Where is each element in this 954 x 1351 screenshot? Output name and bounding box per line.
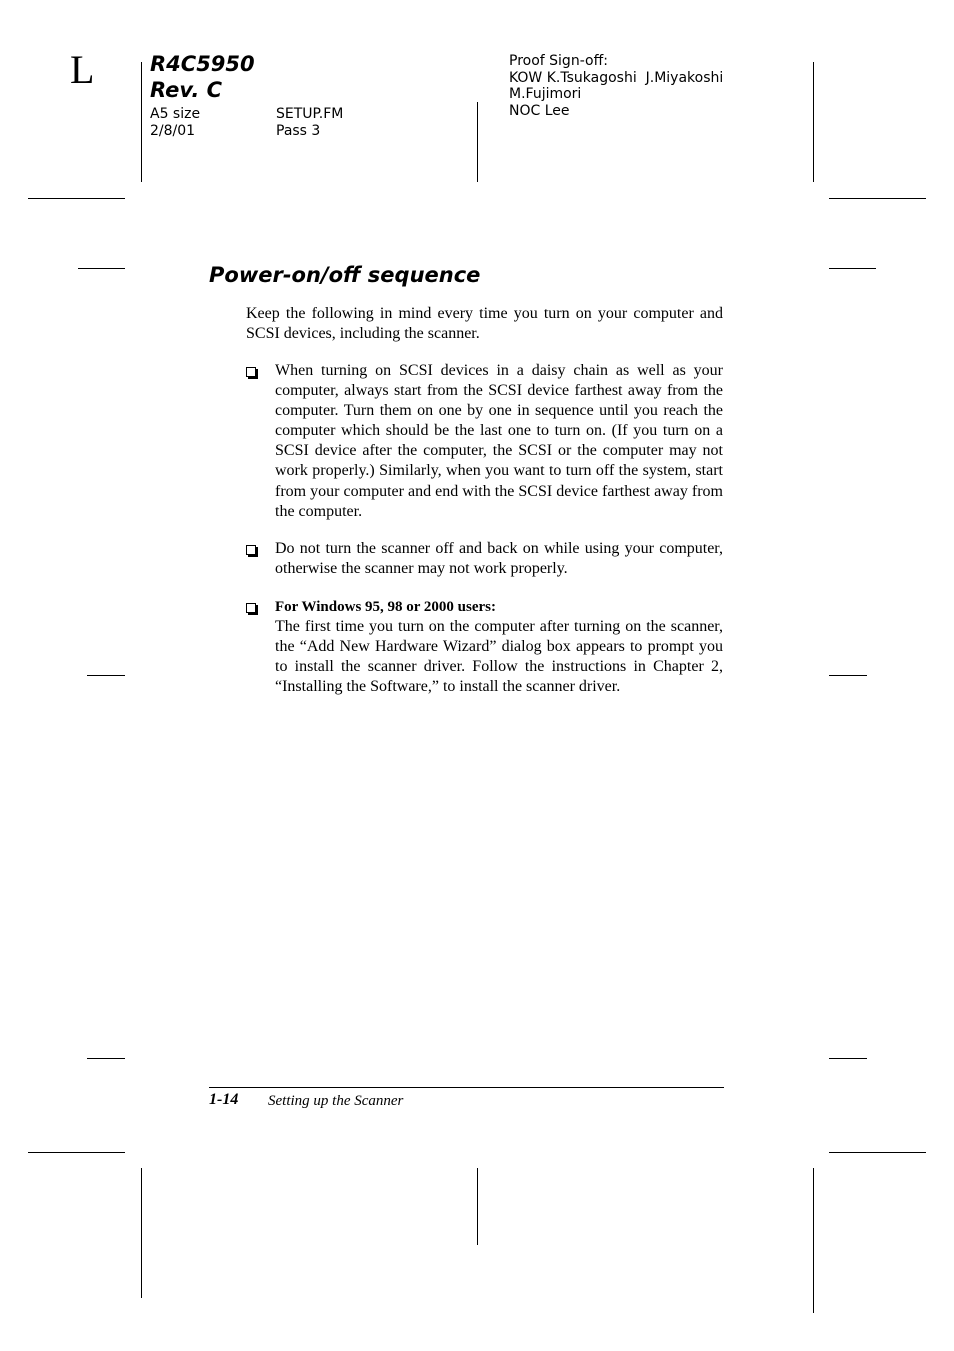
crop-mark-horizontal	[28, 1152, 125, 1153]
intro-paragraph: Keep the following in mind every time you turn on your computer and SCSI devices, including the scanner.	[246, 305, 723, 343]
crop-mark-horizontal	[87, 675, 125, 676]
proof-line-1: KOW K.Tsukagoshi J.Miyakoshi	[509, 69, 724, 86]
proof-line-2: M.Fujimori	[509, 86, 582, 102]
footer-rule	[209, 1087, 724, 1088]
model-code	[150, 51, 255, 103]
crop-mark-vertical	[477, 102, 478, 182]
pass-number: Pass 3	[276, 122, 321, 139]
list-item-body	[275, 597, 723, 697]
list-item-text: The first time you turn on the computer after turning on the scanner, the “Add New Hardware Wizard” dialog box appears to prompt you to install the scanner driver. Follow the instructions in Chapter 2, “Installing the Software,” to install the scanner driver.	[275, 618, 723, 696]
crop-mark-horizontal	[829, 1152, 926, 1153]
section-title: Power-on/off sequence	[209, 263, 481, 287]
list-item-heading: For Windows 95, 98 or 2000 users:	[275, 599, 496, 615]
crop-mark-horizontal	[28, 198, 125, 199]
crop-mark-vertical	[813, 1168, 814, 1313]
crop-mark-horizontal	[829, 675, 867, 676]
model-number: R4C5950	[150, 52, 255, 76]
revision-label: Rev. C	[150, 78, 223, 102]
checkbox-bullet-icon	[246, 603, 256, 613]
crop-mark-horizontal	[829, 1058, 867, 1059]
list-item-text: Do not turn the scanner off and back on while using your computer, otherwise the scanner may not work properly.	[275, 540, 723, 578]
crop-mark-horizontal	[78, 268, 125, 269]
crop-mark-vertical	[141, 1168, 142, 1298]
crop-mark-horizontal	[829, 268, 876, 269]
crop-mark-vertical	[477, 1168, 478, 1245]
checkbox-bullet-icon	[246, 367, 256, 377]
crop-mark-vertical	[141, 62, 142, 182]
page-number: 1-14	[209, 1091, 239, 1108]
meta-size-date	[150, 106, 200, 139]
page-size: A5 size	[150, 106, 201, 122]
crop-mark-vertical	[813, 62, 814, 182]
list-item-text: When turning on SCSI devices in a daisy chain as well as your computer, always start from the SCSI device farthest away from the computer. Turn them on one by one in sequence until you reach the computer which should be the last one to turn on. (If you turn on a SCSI device after the computer, the SCSI or the computer may not work properly.) Similarly, when you want to turn off the system, start from your computer and end with the SCSI device farthest away from the computer.	[275, 362, 723, 520]
crop-mark-horizontal	[87, 1058, 125, 1059]
list-item	[246, 361, 723, 522]
print-date: 2/8/01	[150, 122, 196, 139]
side-letter: L	[70, 47, 95, 92]
list-item	[246, 539, 723, 579]
proof-label: Proof Sign-off:	[509, 53, 608, 69]
proof-signoff	[509, 53, 723, 119]
crop-mark-horizontal	[829, 198, 926, 199]
file-name: SETUP.FM	[276, 106, 344, 122]
chapter-title: Setting up the Scanner	[268, 1093, 404, 1109]
list-item	[246, 597, 723, 697]
meta-file-pass	[276, 106, 343, 139]
checkbox-bullet-icon	[246, 545, 256, 555]
proof-line-3: NOC Lee	[509, 102, 570, 119]
